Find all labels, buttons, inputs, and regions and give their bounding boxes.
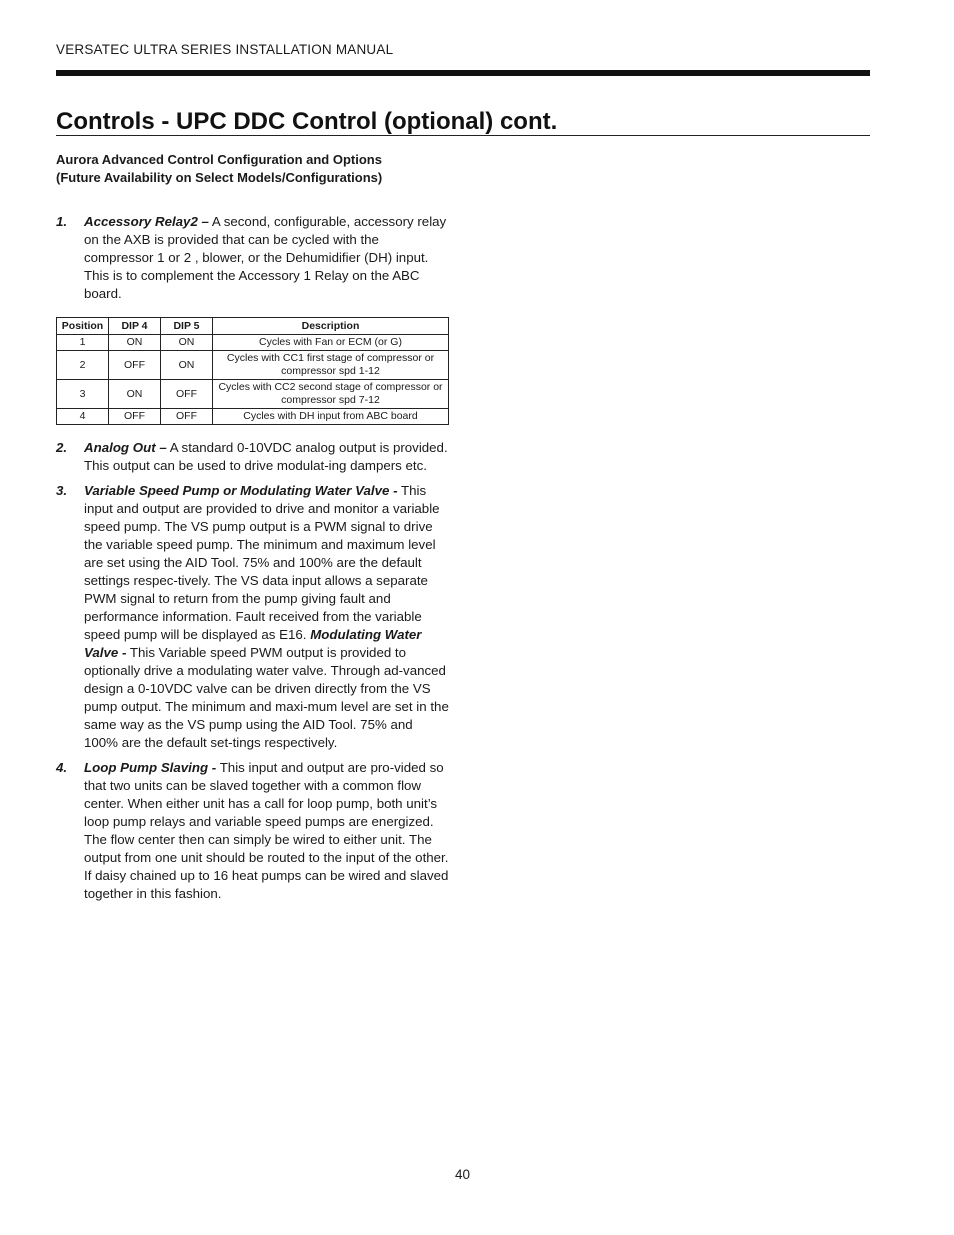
table-row bbox=[57, 380, 449, 409]
list-item-variable-speed-pump bbox=[56, 482, 450, 752]
table-cell: OFF bbox=[109, 409, 161, 425]
subheading-line-1: Aurora Advanced Control Configuration and Options bbox=[56, 152, 382, 167]
table-cell: ON bbox=[161, 351, 213, 380]
table-cell: Cycles with CC2 second stage of compressor or compressor spd 7-12 bbox=[213, 380, 449, 409]
table-cell: Cycles with Fan or ECM (or G) bbox=[213, 335, 449, 351]
table-cell: ON bbox=[161, 335, 213, 351]
list-item-title: Loop Pump Slaving - bbox=[84, 760, 217, 775]
page-number: 40 bbox=[454, 1167, 471, 1182]
list-item-subtitle: Modulating Water Valve - bbox=[84, 627, 422, 660]
table-cell: ON bbox=[109, 335, 161, 351]
list-item-title: Variable Speed Pump or Modulating Water Valve - bbox=[84, 483, 398, 498]
table-cell: OFF bbox=[161, 380, 213, 409]
table-cell: Cycles with CC1 first stage of compressor or compressor spd 1-12 bbox=[213, 351, 449, 380]
table-cell: Cycles with DH input from ABC board bbox=[213, 409, 449, 425]
table-header-cell: Description bbox=[213, 318, 449, 335]
list-item-number: 3. bbox=[56, 483, 68, 498]
table-header-row bbox=[57, 318, 449, 335]
list-item-body bbox=[84, 213, 450, 303]
list-item-text: A second, configurable, accessory relay on the AXB is provided that can be cycled with the compressor 1 or 2 , blower, or the Dehumidifier (DH) input. This is to complement the Accessory 1 Relay on the ABC board. bbox=[84, 214, 447, 301]
manual-title: VERSATEC ULTRA SERIES INSTALLATION MANUAL bbox=[56, 42, 394, 57]
list-item-title: Analog Out – bbox=[84, 440, 167, 455]
subheading-line-2: (Future Availability on Select Models/Configurations) bbox=[56, 170, 383, 185]
list-item-analog-out bbox=[56, 439, 450, 475]
content-column bbox=[56, 213, 450, 903]
table-header-cell: DIP 4 bbox=[109, 318, 161, 335]
list-item-number: 2. bbox=[56, 440, 68, 455]
section-subheading bbox=[56, 151, 456, 187]
list-item-number: 4. bbox=[56, 760, 68, 775]
list-item-text: A standard 0-10VDC analog output is provided. This output can be used to drive modulat-ing dampers etc. bbox=[84, 440, 448, 473]
table-row bbox=[57, 409, 449, 425]
list-item-text: This input and output are provided to drive and monitor a variable speed pump. The VS pump output is a PWM signal to drive the variable speed pump. The minimum and maximum level are set using the AID Tool. 75% and 100% are the default settings respec-tively. The VS data input allows a separate PWM signal to return from the pump giving fault and performance information. Fault received from the variable speed pump will be displayed as E16. bbox=[84, 483, 440, 642]
table-row bbox=[57, 351, 449, 380]
title-rule bbox=[56, 135, 870, 136]
list-item-body bbox=[84, 759, 450, 903]
list-item-title: Accessory Relay2 – bbox=[84, 214, 209, 229]
list-item-body bbox=[84, 482, 450, 752]
table-cell: 2 bbox=[57, 351, 109, 380]
table-cell: ON bbox=[109, 380, 161, 409]
header-divider bbox=[56, 70, 870, 76]
list-item-number: 1. bbox=[56, 214, 68, 229]
table-cell: OFF bbox=[161, 409, 213, 425]
table-row bbox=[57, 335, 449, 351]
page-title: Controls - UPC DDC Control (optional) cont. bbox=[56, 108, 558, 135]
table-cell: OFF bbox=[109, 351, 161, 380]
table-header-cell: Position bbox=[57, 318, 109, 335]
list-item-text: This Variable speed PWM output is provided to optionally drive a modulating water valve. Through ad-vanced design a 0-10VDC valve can be driven directly from the VS pump output. The minimum and maxi-mum level are set in the same way as the VS pump using the AID Tool. 75% and 100% are the default set-tings respectively. bbox=[84, 645, 449, 750]
table-cell: 3 bbox=[57, 380, 109, 409]
list-item-loop-pump-slaving bbox=[56, 759, 450, 903]
list-item-body bbox=[84, 439, 450, 475]
list-item-accessory-relay2 bbox=[56, 213, 450, 303]
table-header-cell: DIP 5 bbox=[161, 318, 213, 335]
table-cell: 1 bbox=[57, 335, 109, 351]
relay-config-table bbox=[56, 317, 449, 425]
table-cell: 4 bbox=[57, 409, 109, 425]
list-item-text: This input and output are pro-vided so that two units can be slaved together with a common flow center. When either unit has a call for loop pump, both unit’s loop pump relays and variable speed pumps are energized. The flow center then can simply be wired to either unit. The output from one unit should be routed to the input of the other. If daisy chained up to 16 heat pumps can be wired and slaved together in this fashion. bbox=[84, 760, 449, 901]
